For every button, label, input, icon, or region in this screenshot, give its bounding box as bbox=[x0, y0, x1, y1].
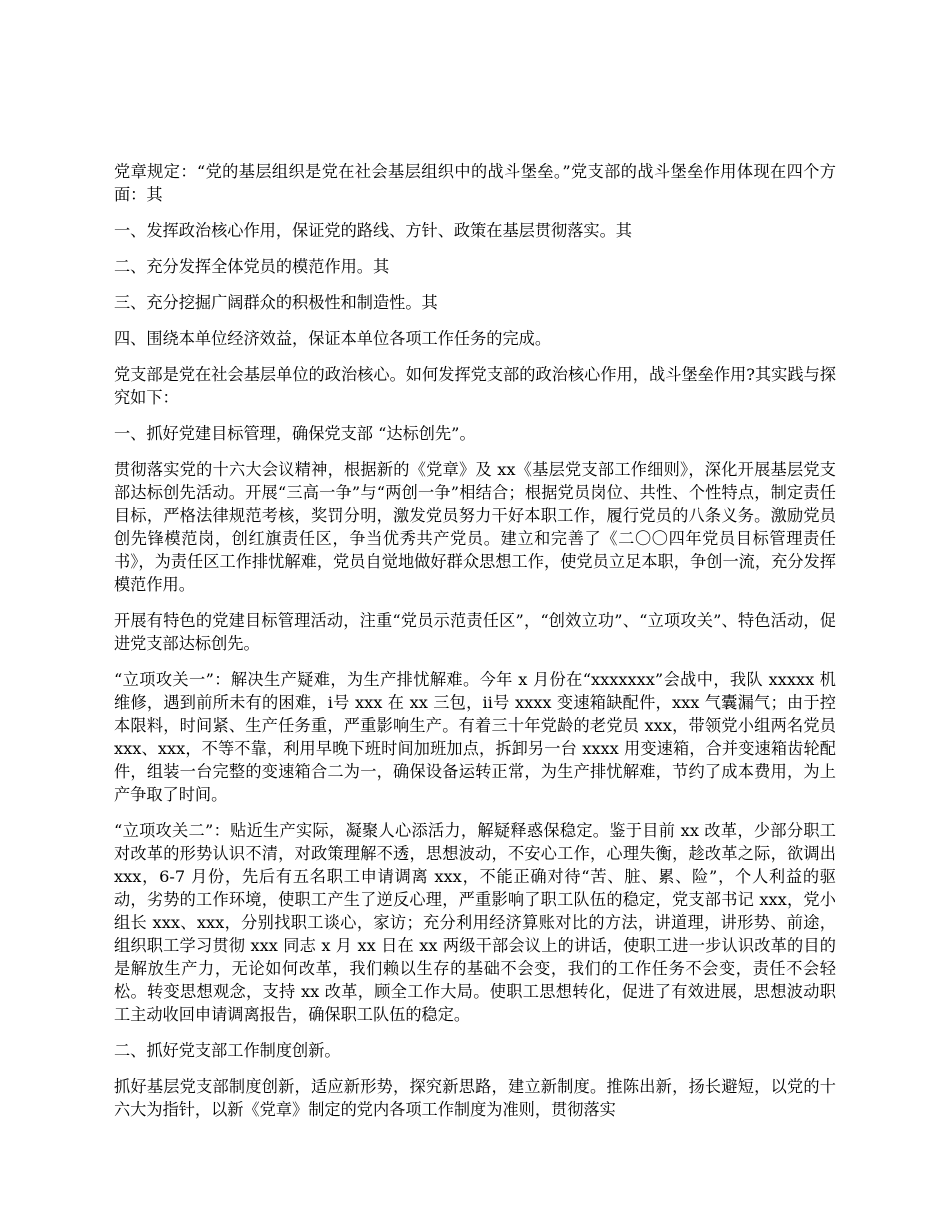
section-heading-1: 一、抓好党建目标管理，确保党支部 “达标创先”。 bbox=[114, 424, 476, 443]
paragraph-implementation: 贯彻落实党的十六大会议精神，根据新的《党章》及 xx《基层党支部工作细则》，深化开展基层党支部达标创先活动。开展“三高一争”与“两创一争”相结合；根据党员岗位、共性、个性特点，制定责任目标，严格法律规范考核，奖罚分明，激发党员努力干好本职工作，履行党员的八条义务。激励党员创先锋模范岗，创红旗责任区，争当优秀共产党员。建立和完善了《二〇〇四年党员目标管理责任书》，为责任区工作排忧解难，党员自觉地做好群众思想工作，使党员立足本职，争创一流，充分发挥模范作用。 bbox=[114, 460, 836, 594]
paragraph-point-3: 三、充分挖掘广阔群众的积极性和制造性。其 bbox=[114, 293, 438, 312]
paragraph-point-1: 一、发挥政治核心作用，保证党的路线、方针、政策在基层贯彻落实。其 bbox=[114, 221, 632, 240]
paragraph-point-2: 二、充分发挥全体党员的模范作用。其 bbox=[114, 257, 390, 276]
paragraph-system-innovation: 抓好基层党支部制度创新，适应新形势，探究新思路，建立新制度。推陈出新，扬长避短，以党的十六大为指针，以新《党章》制定的党内各项工作制度为准则，贯彻落实 bbox=[114, 1077, 836, 1119]
paragraph-core-role: 党支部是党在社会基层单位的政治核心。如何发挥党支部的政治核心作用，战斗堡垒作用?其实践与探究如下： bbox=[114, 365, 836, 407]
paragraph-project-1: “立项攻关一”：解决生产疑难，为生产排忧解难。今年 x 月份在“xxxxxxx”会战中，我队 xxxxx 机维修，遇到前所未有的困难，ⅰ号 xxx 在 xx 三包，ⅱ号 xxxx 变速箱缺配件，xxx 气囊漏气；由于控本限料，时间紧、生产任务重，严重影响生产。有着三十年党龄的老党员 xxx，带领党小组两名党员 xxx、xxx，不等不靠，利用早晚下班时间加班加点，拆卸另一台 xxxx 用变速箱，合并变速箱齿轮配件，组装一台完整的变速箱合二为一，确保设备运转正常，为生产排忧解难，节约了成本费用，为上产争取了时间。 bbox=[114, 670, 836, 804]
paragraph-project-2: “立项攻关二”：贴近生产实际，凝聚人心添活力，解疑释惑保稳定。鉴于目前 xx 改革，少部分职工对改革的形势认识不清，对政策理解不透，思想波动，不安心工作，心理失衡，趁改革之际，欲调出 xxx，6-7 月份，先后有五名职工申请调离 xxx，不能正确对待“苦、脏、累、险”，个人利益的驱动，劣势的工作环境，使职工产生了逆反心理，严重影响了职工队伍的稳定，党支部书记 xxx，党小组长 xxx、xxx，分别找职工谈心，家访；充分利用经济算账对比的方法，讲道理，讲形势、前途，组织职工学习贯彻 xxx 同志 x 月 xx 日在 xx 两级干部会议上的讲话，使职工进一步认识改革的目的是解放生产力，无论如何改革，我们赖以生存的基础不会变，我们的工作任务不会变，责任不会轻松。转变思想观念，支持 xx 改革，顾全工作大局。使职工思想转化，促进了有效进展，思想波动职工主动收回申请调离报告，确保职工队伍的稳定。 bbox=[114, 821, 836, 1024]
paragraph-intro: 党章规定：“党的基层组织是党在社会基层组织中的战斗堡垒。”党支部的战斗堡垒作用体现在四个方面：其 bbox=[114, 162, 836, 204]
paragraph-point-4: 四、围绕本单位经济效益，保证本单位各项工作任务的完成。 bbox=[114, 329, 552, 348]
section-heading-2: 二、抓好党支部工作制度创新。 bbox=[114, 1041, 341, 1060]
paragraph-activities: 开展有特色的党建目标管理活动，注重“党员示范责任区”，“创效立功”、“立项攻关”、特色活动，促进党支部达标创先。 bbox=[114, 611, 836, 653]
document-body bbox=[114, 160, 836, 1134]
